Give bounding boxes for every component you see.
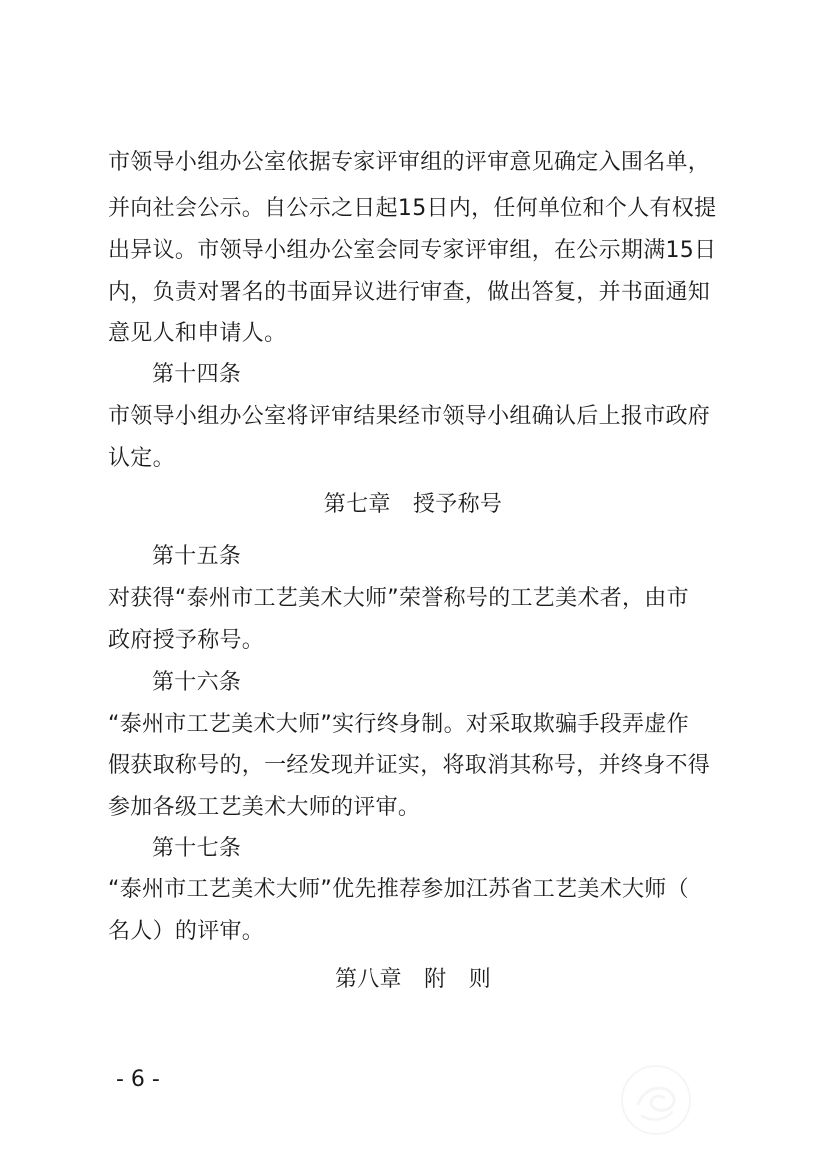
body-text-line: “泰州市工艺美术大师”实行终身制。对采取欺骗手段弄虚作 bbox=[108, 712, 689, 737]
chapter-heading: 第七章 授予称号 bbox=[323, 492, 503, 517]
body-text-line: 参加各级工艺美术大师的评审。 bbox=[108, 795, 421, 820]
body-text-line: 意见人和申请人。 bbox=[108, 321, 287, 346]
article-heading: 第十四条 bbox=[152, 362, 242, 387]
body-text-line: 并向社会公示。自公示之日起15日内，任何单位和个人有权提 bbox=[108, 196, 717, 221]
body-text-line: 认定。 bbox=[108, 446, 175, 471]
page-number: - 6 - bbox=[116, 1067, 160, 1092]
article-heading: 第十六条 bbox=[152, 670, 242, 695]
article-heading: 第十七条 bbox=[152, 836, 242, 861]
body-text-line: 内，负责对署名的书面异议进行审查，做出答复，并书面通知 bbox=[108, 280, 711, 305]
body-text-line: 市领导小组办公室将评审结果经市领导小组确认后上报市政府 bbox=[108, 404, 711, 429]
body-text-line: 市领导小组办公室依据专家评审组的评审意见确定入围名单， bbox=[108, 150, 711, 175]
body-text-line: 假获取称号的，一经发现并证实，将取消其称号，并终身不得 bbox=[108, 753, 711, 778]
decorative-swirl-icon bbox=[616, 1060, 696, 1140]
body-text-line: 政府授予称号。 bbox=[108, 628, 265, 653]
body-text-line: “泰州市工艺美术大师”优先推荐参加江苏省工艺美术大师（ bbox=[108, 877, 689, 902]
chapter-heading: 第八章 附 则 bbox=[334, 967, 492, 992]
body-text-line: 出异议。市领导小组办公室会同专家评审组，在公示期满15日 bbox=[108, 238, 717, 263]
body-text-line: 对获得“泰州市工艺美术大师”荣誉称号的工艺美术者，由市 bbox=[108, 586, 689, 611]
article-heading: 第十五条 bbox=[152, 544, 242, 569]
body-text-line: 名人）的评审。 bbox=[108, 919, 265, 944]
